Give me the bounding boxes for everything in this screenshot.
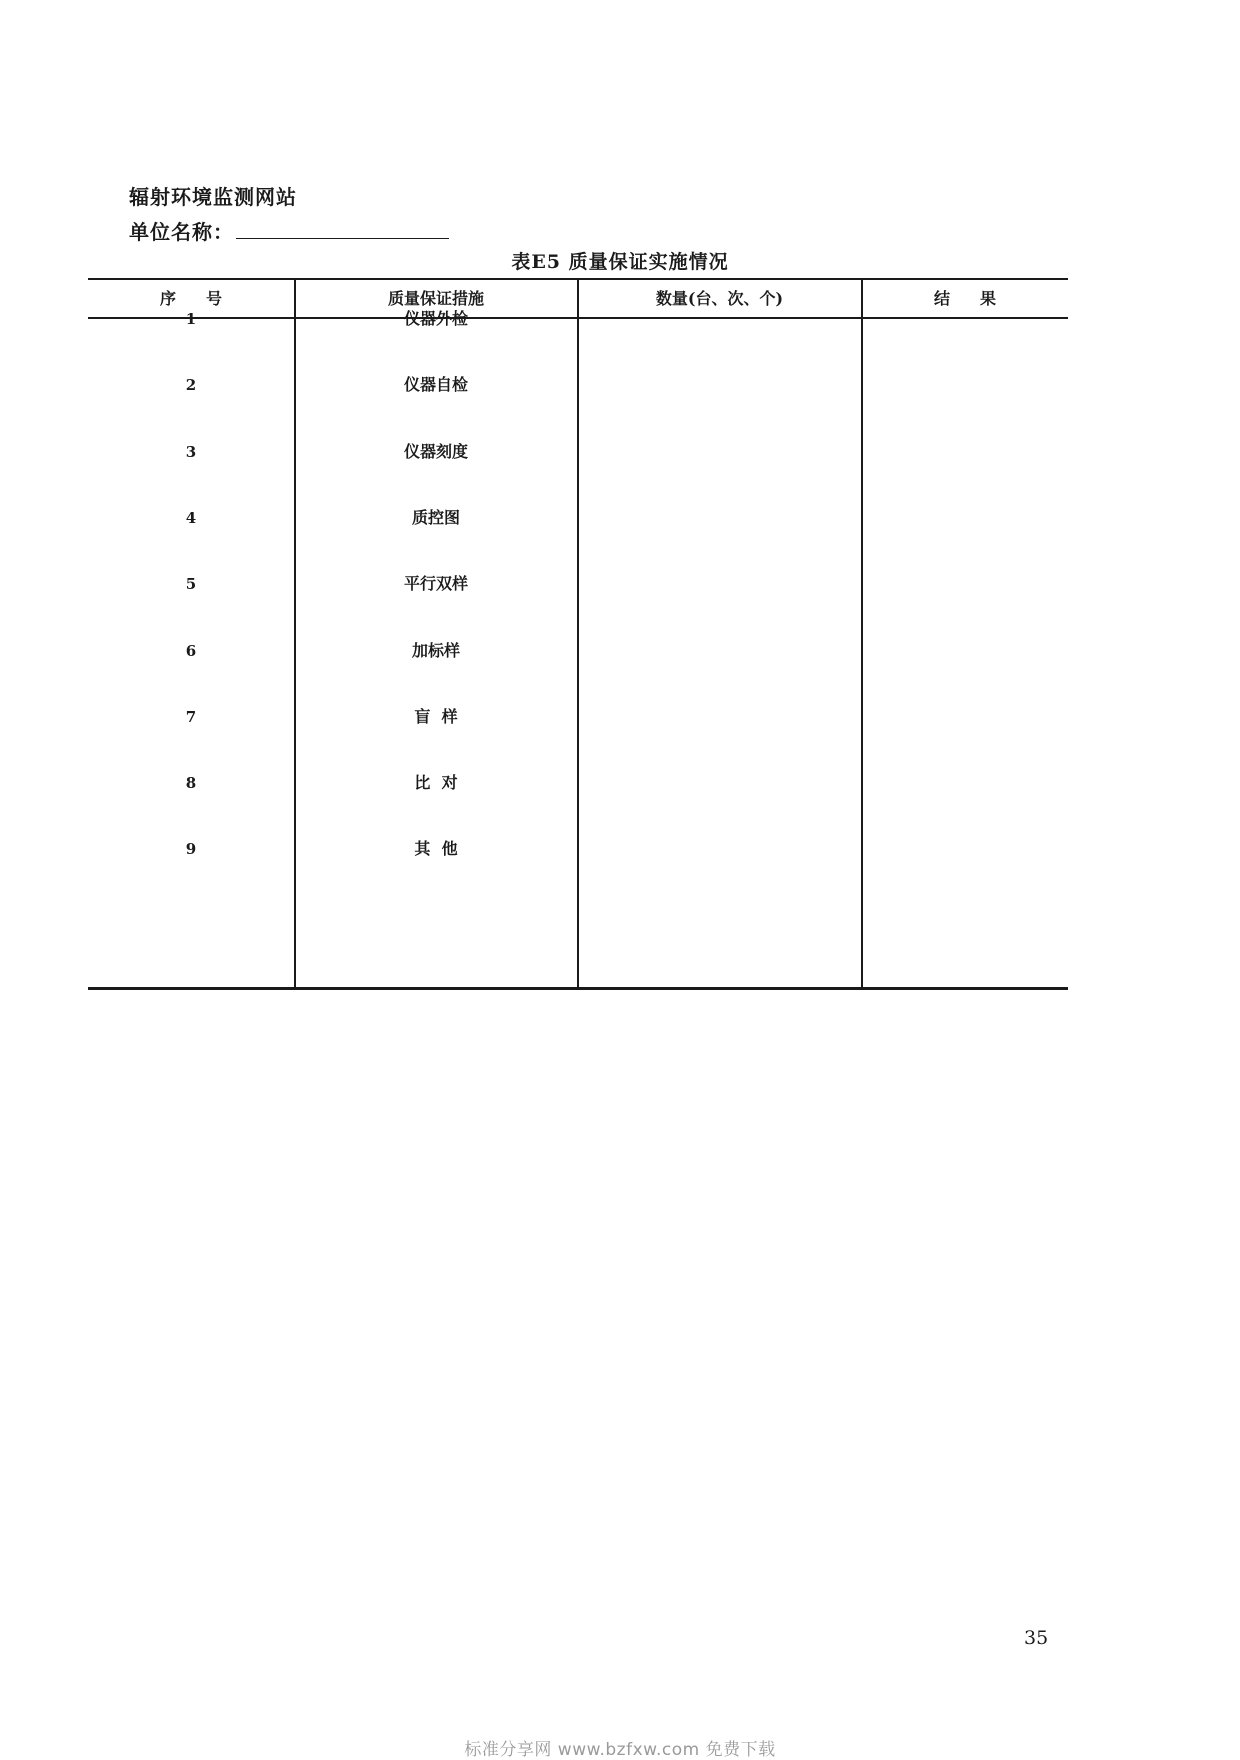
row-index: 2 bbox=[185, 376, 197, 395]
row-measure: 平行双样 bbox=[403, 574, 468, 594]
row-quantity bbox=[578, 636, 861, 666]
row-measure: 比 对 bbox=[414, 773, 458, 793]
row-quantity bbox=[578, 569, 861, 599]
row-measure: 其 他 bbox=[414, 839, 458, 859]
table-bottom-rule bbox=[88, 987, 1068, 990]
row-index: 6 bbox=[185, 641, 197, 660]
table-row bbox=[88, 437, 1068, 467]
column-header-quantity: 数量(台、次、个) bbox=[655, 289, 784, 308]
row-index: 9 bbox=[185, 840, 197, 859]
column-header-index: 序号 bbox=[159, 289, 252, 308]
table-row bbox=[88, 834, 1068, 864]
row-index: 1 bbox=[185, 310, 197, 328]
row-index: 8 bbox=[185, 774, 197, 793]
table-title: 表E5 质量保证实施情况 bbox=[511, 251, 729, 273]
row-measure: 仪器外检 bbox=[403, 309, 468, 328]
row-index: 7 bbox=[185, 707, 197, 726]
row-result bbox=[862, 304, 1068, 334]
row-index: 5 bbox=[185, 575, 197, 594]
row-quantity bbox=[578, 768, 861, 798]
unit-name-blank bbox=[236, 220, 449, 239]
table-row bbox=[88, 569, 1068, 599]
row-quantity bbox=[578, 503, 861, 533]
row-measure: 仪器自检 bbox=[403, 375, 468, 395]
page-number: 35 bbox=[1024, 1627, 1049, 1649]
row-result bbox=[862, 834, 1068, 864]
table-row bbox=[88, 768, 1068, 798]
quality-assurance-table bbox=[88, 278, 1068, 990]
table-row bbox=[88, 636, 1068, 666]
column-header-measure: 质量保证措施 bbox=[387, 289, 484, 308]
row-result bbox=[862, 370, 1068, 400]
table-row bbox=[88, 370, 1068, 400]
row-result bbox=[862, 702, 1068, 732]
unit-name-label: 单位名称： bbox=[129, 220, 234, 244]
row-result bbox=[862, 437, 1068, 467]
row-quantity bbox=[578, 304, 861, 334]
row-quantity bbox=[578, 834, 861, 864]
row-result bbox=[862, 768, 1068, 798]
column-header-result: 结果 bbox=[933, 289, 1026, 308]
row-measure: 盲 样 bbox=[414, 706, 458, 726]
row-quantity bbox=[578, 702, 861, 732]
row-index: 3 bbox=[185, 442, 197, 461]
row-result bbox=[862, 636, 1068, 666]
row-quantity bbox=[578, 370, 861, 400]
row-result bbox=[862, 503, 1068, 533]
table-row bbox=[88, 304, 1068, 334]
row-result bbox=[862, 569, 1068, 599]
row-measure: 加标样 bbox=[411, 640, 460, 660]
row-quantity bbox=[578, 437, 861, 467]
table-row bbox=[88, 702, 1068, 732]
table-row bbox=[88, 503, 1068, 533]
row-index: 4 bbox=[185, 508, 197, 527]
station-name: 辐射环境监测网站 bbox=[129, 185, 297, 209]
watermark: 标准分享网 www.bzfxw.com 免费下载 bbox=[464, 1740, 776, 1760]
row-measure: 质控图 bbox=[411, 507, 460, 527]
unit-name-line bbox=[129, 216, 449, 245]
row-measure: 仪器刻度 bbox=[403, 441, 468, 461]
